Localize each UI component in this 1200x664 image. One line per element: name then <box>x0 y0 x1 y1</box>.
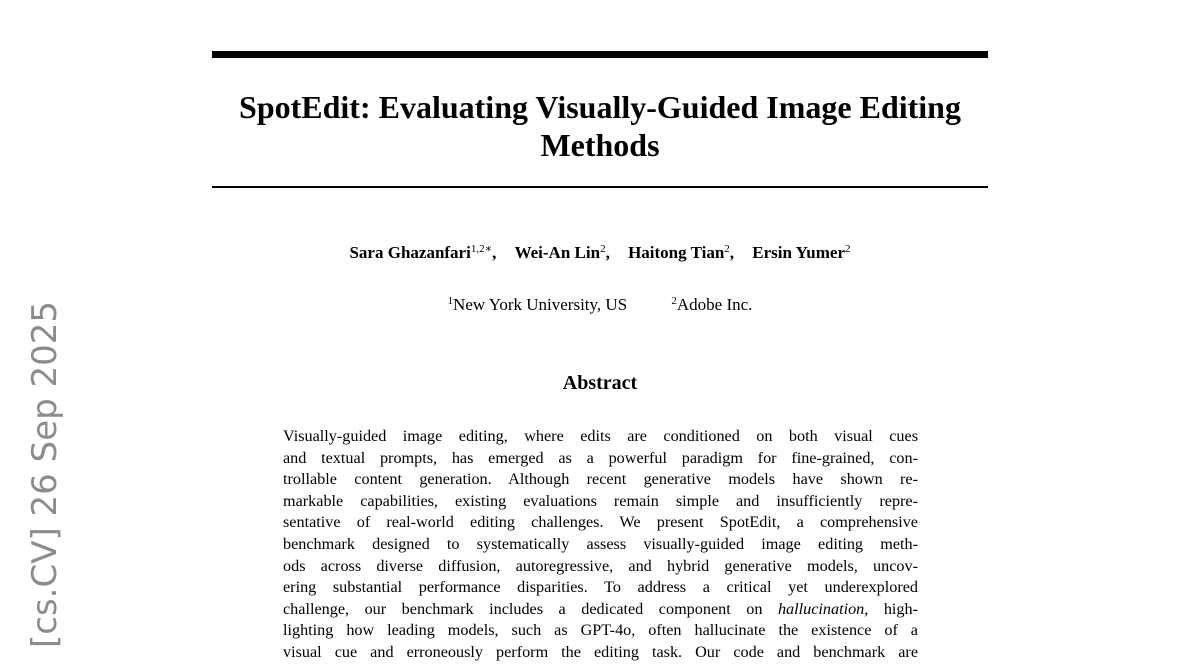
abstract-line: benchmark designed to systematically assess visually-guided image editing meth- <box>283 534 918 553</box>
abstract-line: lighting how leading models, such as GPT-4o, often hallucinate the existence of a <box>283 621 918 640</box>
abstract-line: visual cue and erroneously perform the editing task. Our code and benchmark are <box>283 642 918 661</box>
abstract-line: ering substantial performance disparities. To address a critical yet underexplored <box>283 578 918 597</box>
affiliation-list <box>212 294 988 316</box>
abstract-line: ods across diverse diffusion, autoregressive, and hybrid generative models, uncov- <box>283 556 918 575</box>
abstract-line: challenge, our benchmark includes a dedicated component on hallucination, high- <box>283 599 918 618</box>
abstract-line: markable capabilities, existing evaluations remain simple and insufficiently repre- <box>283 491 918 510</box>
abstract-line: Visually-guided image editing, where edits are conditioned on both visual cues <box>283 427 918 445</box>
author-list <box>212 242 988 264</box>
abstract-body <box>283 426 918 664</box>
abstract-line: and textual prompts, has emerged as a powerful paradigm for fine-grained, con- <box>283 448 918 467</box>
affiliation: $^2$Adobe Inc. <box>671 295 753 314</box>
author: Haitong Tian$^2$, <box>628 243 735 262</box>
author: Sara Ghazanfari$^{1,2∗}$, <box>349 243 497 262</box>
title-line-2: Methods <box>540 127 660 163</box>
top-rule <box>212 51 988 58</box>
abstract-line: trollable content generation. Although recent generative models have shown re- <box>283 470 918 489</box>
abstract-heading: Abstract <box>562 372 638 394</box>
title-line-1: SpotEdit: Evaluating Visually-Guided Image Editing <box>239 89 961 125</box>
author: Wei-An Lin$^2$, <box>514 243 610 262</box>
abstract-line: sentative of real-world editing challenges. We present SpotEdit, a comprehensive <box>283 513 918 532</box>
arxiv-stamp: [cs.CV] 26 Sep 2025 <box>25 300 65 648</box>
affiliation: $^1$New York University, US <box>447 295 628 314</box>
title-rule <box>212 186 988 188</box>
italic-term: hallucination <box>777 599 865 618</box>
paper-title <box>212 88 988 164</box>
author: Ersin Yumer$^2$ <box>752 243 851 262</box>
